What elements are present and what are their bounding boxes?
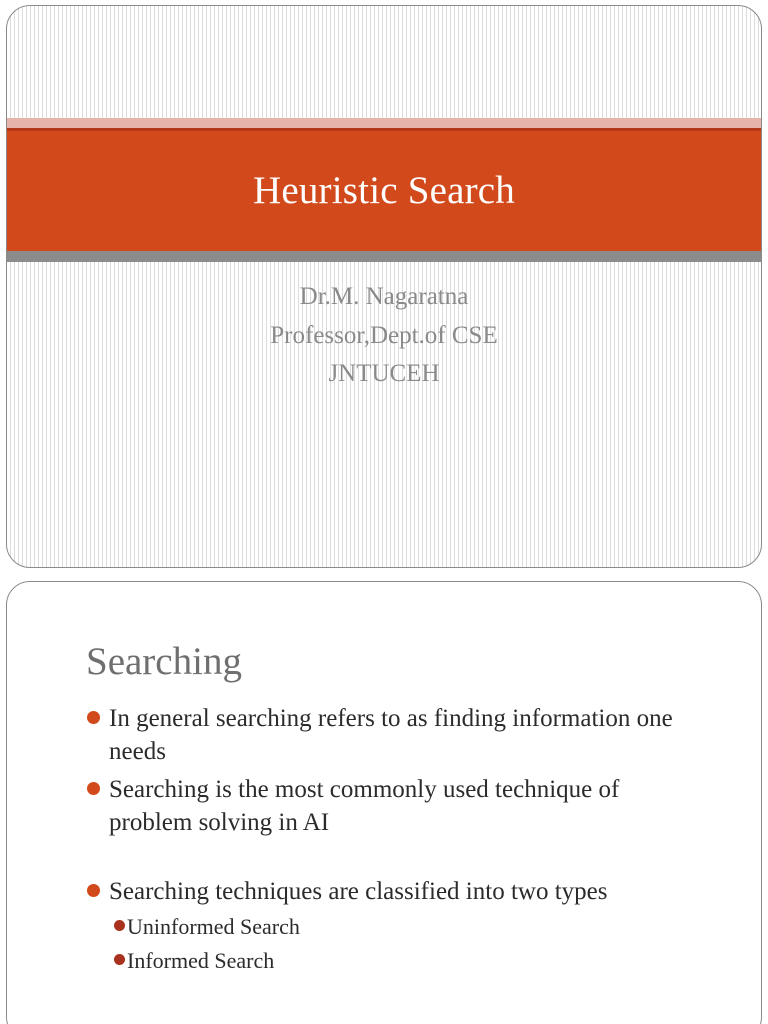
slide-title: Heuristic Search: [252, 168, 515, 212]
title-slide: [6, 5, 762, 568]
slide-subtitle: [7, 278, 761, 394]
title-band-bottom-stripe: [7, 251, 761, 262]
sub-bullet-text: Informed Search: [127, 948, 275, 973]
bullet-item: [87, 773, 707, 839]
sub-bullet-item: [109, 944, 707, 978]
bullet-text: Searching techniques are classified into two types: [109, 878, 608, 905]
author-institution: JNTUCEH: [328, 360, 440, 387]
bullet-dot-icon: [87, 711, 100, 724]
bullet-text: In general searching refers to as finding information one needs: [109, 705, 673, 765]
content-slide: [6, 581, 762, 1024]
author-name: Dr.M. Nagaratna: [299, 283, 469, 310]
bullet-item: [87, 875, 707, 978]
sub-bullet-text: Uninformed Search: [127, 914, 300, 939]
sub-bullet-dot-icon: [114, 954, 125, 965]
author-position: Professor,Dept.of CSE: [270, 321, 498, 349]
content-slide-title: Searching: [86, 640, 242, 683]
bullet-list: [87, 702, 707, 983]
sub-bullet-dot-icon: [114, 920, 125, 931]
bullet-dot-icon: [87, 782, 100, 795]
bullet-text: Searching is the most commonly used technique of problem solving in AI: [109, 776, 620, 836]
bullet-item: [87, 702, 707, 768]
sub-bullet-list: [109, 910, 707, 978]
bullet-dot-icon: [87, 884, 100, 897]
sub-bullet-item: [109, 910, 707, 944]
title-band: [7, 131, 761, 251]
